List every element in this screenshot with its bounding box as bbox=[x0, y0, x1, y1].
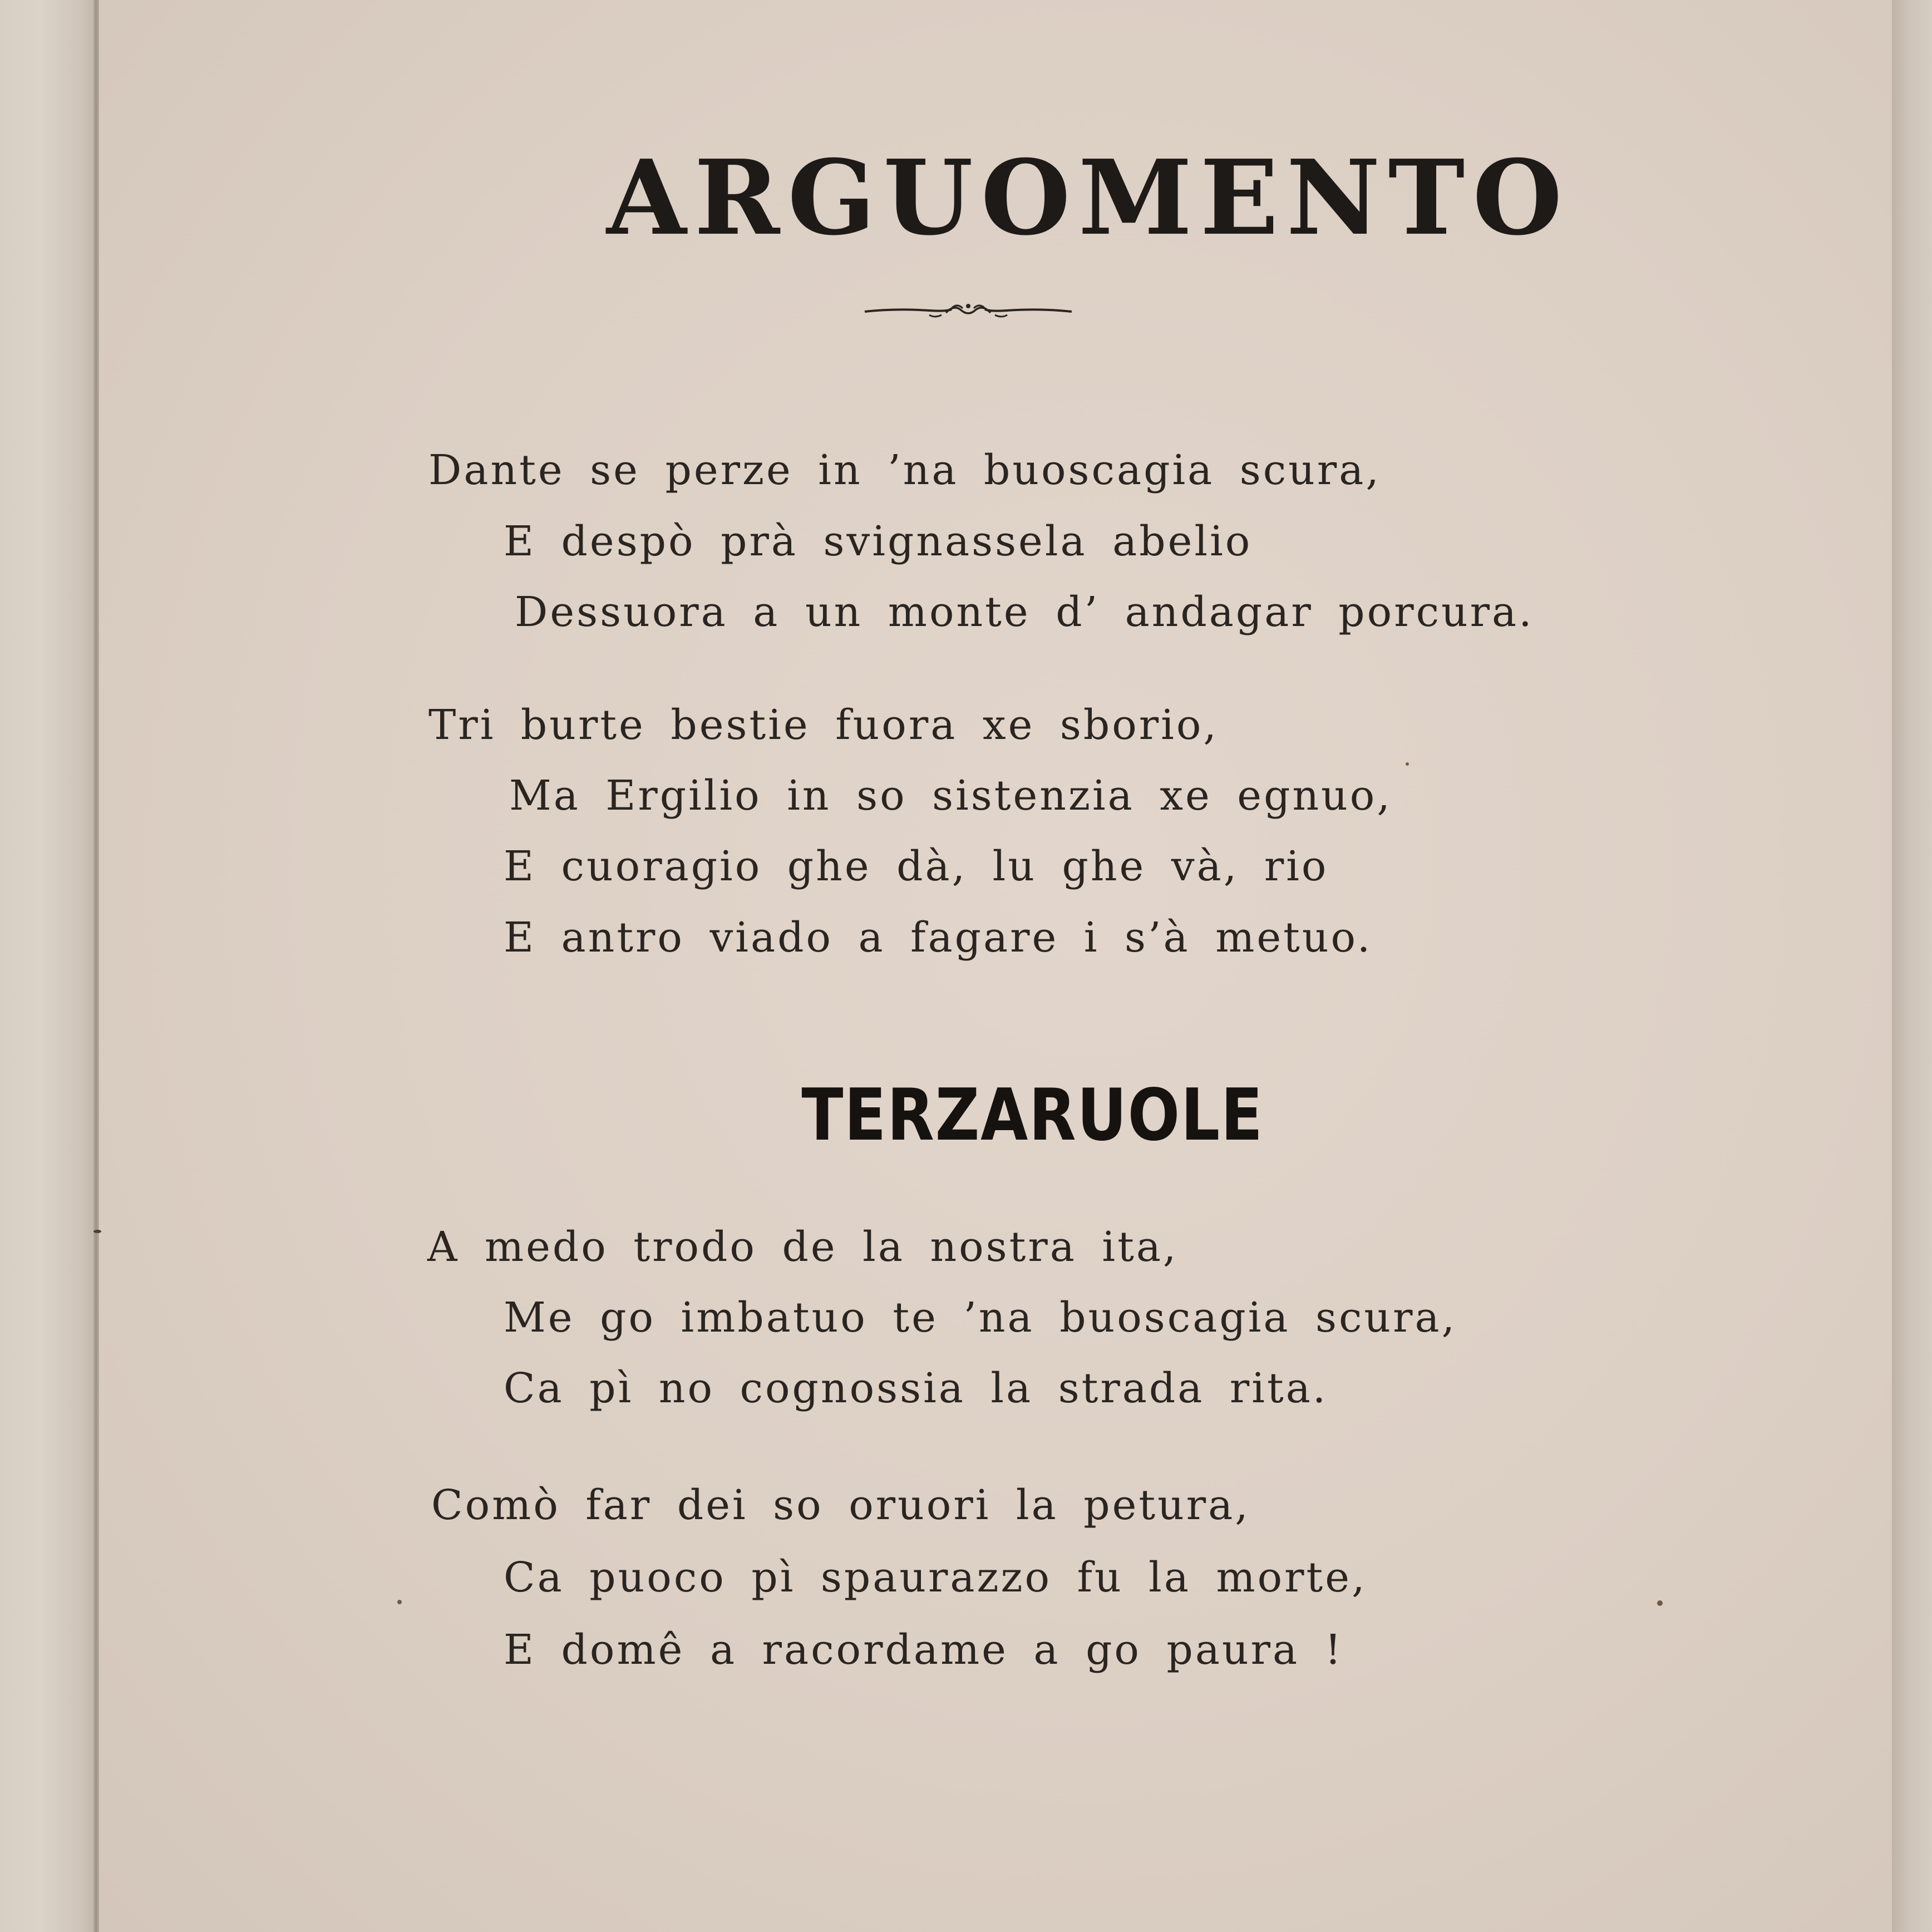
verse-line: Ca puoco pì spaurazzo fu la morte, bbox=[504, 1554, 1367, 1601]
verse-line: E domê a racordame a go paura ! bbox=[504, 1626, 1344, 1674]
ornament-divider-icon bbox=[862, 294, 1074, 327]
page-gutter bbox=[93, 0, 99, 1932]
verse-line: Dessuora a un monte d’ andagar porcura. bbox=[515, 588, 1534, 636]
paper-speck bbox=[1406, 762, 1409, 766]
heading-arguomento: ARGUOMENTO bbox=[607, 137, 1570, 258]
heading-terzaruole: TERZARUOLE bbox=[801, 1074, 1264, 1157]
verse-line: Ma Ergilio in so sistenzia xe egnuo, bbox=[509, 772, 1392, 820]
verse-line: A medo trodo de la nostra ita, bbox=[427, 1223, 1179, 1271]
verse-line: Ca pì no cognossia la strada rita. bbox=[504, 1364, 1328, 1412]
verse-line: Comò far dei so oruori la petura, bbox=[431, 1481, 1250, 1529]
verse-line: Dante se perze in ’na buoscagia scura, bbox=[428, 446, 1381, 494]
verse-line: E antro viado a fagare i s’à metuo. bbox=[504, 914, 1373, 962]
paper-speck bbox=[397, 1600, 402, 1604]
verse-line: Me go imbatuo te ’na buoscagia scura, bbox=[504, 1294, 1457, 1342]
verse-line: E cuoragio ghe dà, lu ghe và, rio bbox=[504, 842, 1329, 890]
page-edge-shadow bbox=[1892, 0, 1932, 1932]
verse-line: E despò prà svignassela abelio bbox=[504, 518, 1253, 565]
verse-line: Tri burte bestie fuora xe sborio, bbox=[428, 701, 1219, 749]
paper-speck bbox=[93, 1230, 101, 1233]
paper-speck bbox=[1657, 1600, 1663, 1606]
book-cover-edge bbox=[0, 0, 101, 1932]
